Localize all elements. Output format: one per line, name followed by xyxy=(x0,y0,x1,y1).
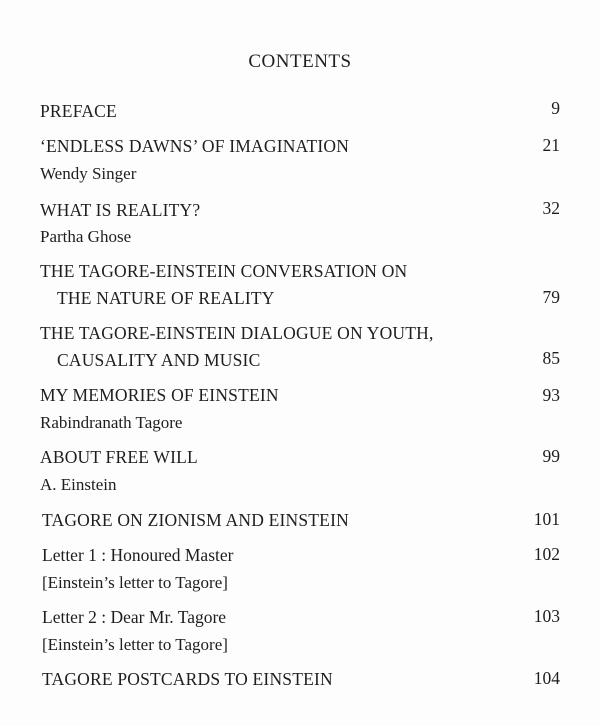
toc-entry-title: PREFACE xyxy=(40,101,117,121)
toc-entry-title: Letter 1 : Honoured Master xyxy=(42,545,234,565)
toc-entry-page: 21 xyxy=(542,135,560,155)
toc-entry-title: THE TAGORE-EINSTEIN DIALOGUE ON YOUTH, xyxy=(40,323,434,343)
toc-entry-title: WHAT IS REALITY? xyxy=(40,200,201,220)
contents-heading: CONTENTS xyxy=(248,51,352,72)
toc-entry-author: A. Einstein xyxy=(40,475,117,494)
toc-entry-author: Wendy Singer xyxy=(40,164,137,183)
toc-entry-title: Letter 2 : Dear Mr. Tagore xyxy=(42,607,227,627)
toc-entry-page: 79 xyxy=(542,287,560,307)
toc-entry-page: 99 xyxy=(542,446,560,466)
toc-entry-title: ‘ENDLESS DAWNS’ OF IMAGINATION xyxy=(40,136,350,156)
toc-entry-title-continued: CAUSALITY AND MUSIC xyxy=(57,350,261,370)
toc-entry-page: 85 xyxy=(542,348,560,368)
toc-entry-author: [Einstein’s letter to Tagore] xyxy=(42,573,228,592)
toc-entry-title-continued: THE NATURE OF REALITY xyxy=(57,288,275,308)
toc-entry-page: 103 xyxy=(533,606,560,626)
toc-entry-title: MY MEMORIES OF EINSTEIN xyxy=(40,385,279,405)
toc-entry-title: THE TAGORE-EINSTEIN CONVERSATION ON xyxy=(40,261,408,281)
toc-entry-page: 93 xyxy=(542,385,560,405)
toc-entry-page: 104 xyxy=(533,668,560,688)
toc-entry-title: ABOUT FREE WILL xyxy=(40,447,198,467)
toc-entry-page: 101 xyxy=(533,509,560,529)
toc-entry-page: 9 xyxy=(551,98,560,118)
toc-entry-title: TAGORE ON ZIONISM AND EINSTEIN xyxy=(42,510,349,530)
toc-entry-author: Rabindranath Tagore xyxy=(40,413,183,432)
toc-entry-title: TAGORE POSTCARDS TO EINSTEIN xyxy=(42,669,333,689)
toc-entry-page: 32 xyxy=(542,198,560,218)
toc-entry-page: 102 xyxy=(533,544,560,564)
toc-entry-author: [Einstein’s letter to Tagore] xyxy=(42,635,228,654)
toc-entry-author: Partha Ghose xyxy=(40,227,132,246)
